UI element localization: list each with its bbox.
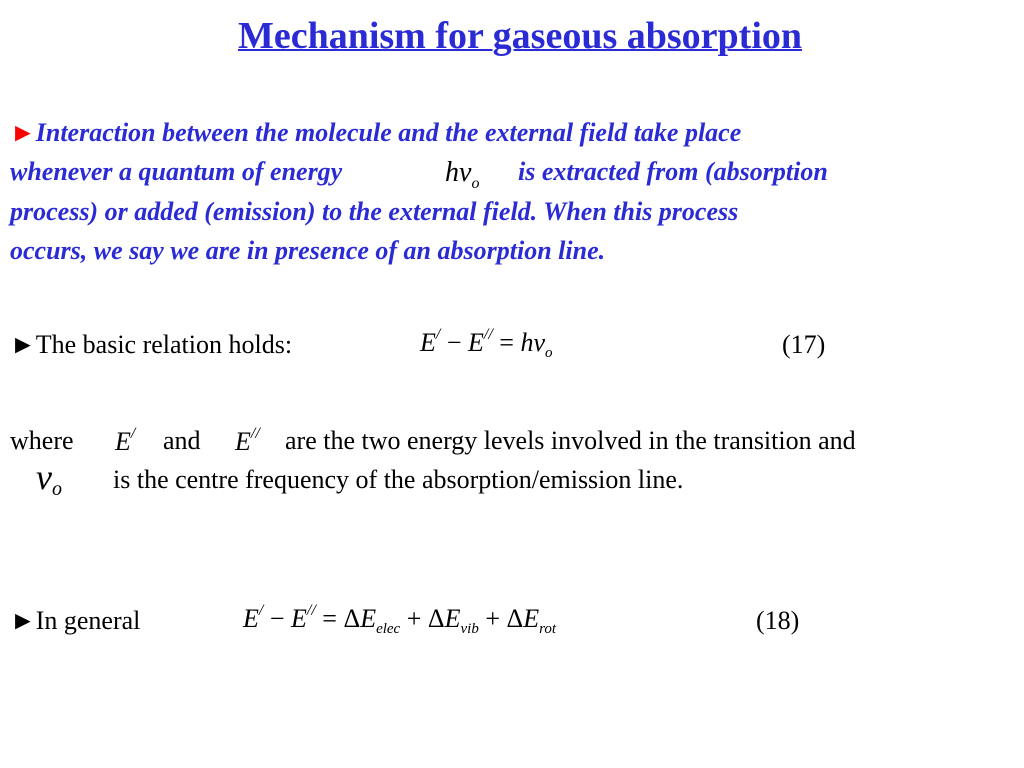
equation-18-number: (18)	[756, 606, 800, 635]
where-line1: are the two energy levels involved in the transition and	[285, 426, 856, 455]
slide-title: Mechanism for gaseous absorption	[237, 15, 803, 57]
para1-line2b: is extracted from (absorption	[518, 157, 828, 186]
equation-18: $E^/ - E^{//} = \Delta E_{elec} + \Delta E_{vib} + \Delta E_{rot}$	[243, 602, 557, 637]
relation-label: ►The basic relation holds:	[10, 330, 293, 359]
and-word: and	[163, 426, 201, 455]
symbol-e-prime: E/	[115, 425, 136, 456]
para1-line2a: whenever a quantum of energy	[10, 157, 343, 186]
formula-h-nu-o: $h\nu_o$	[445, 157, 480, 192]
symbol-e-double-prime: E//	[235, 425, 260, 456]
where-word: where	[10, 426, 74, 455]
para1-line3: process) or added (emission) to the external field. When this process	[10, 197, 739, 226]
general-label: ►In general	[10, 606, 141, 635]
equation-17-number: (17)	[782, 330, 826, 359]
bullet-arrow-icon: ►	[10, 606, 36, 635]
where-line2: is the centre frequency of the absorption/emission line.	[113, 465, 684, 494]
para1-line4: occurs, we say we are in presence of an absorption line.	[10, 236, 606, 265]
bullet-arrow-icon: ►	[10, 118, 36, 147]
para1-line1: ►Interaction between the molecule and the external field take place	[10, 118, 742, 147]
equation-17: $E^/ - E^{//} = h\nu_o$	[420, 326, 553, 361]
bullet-arrow-icon: ►	[10, 330, 36, 359]
symbol-nu-o: νo	[36, 457, 62, 500]
